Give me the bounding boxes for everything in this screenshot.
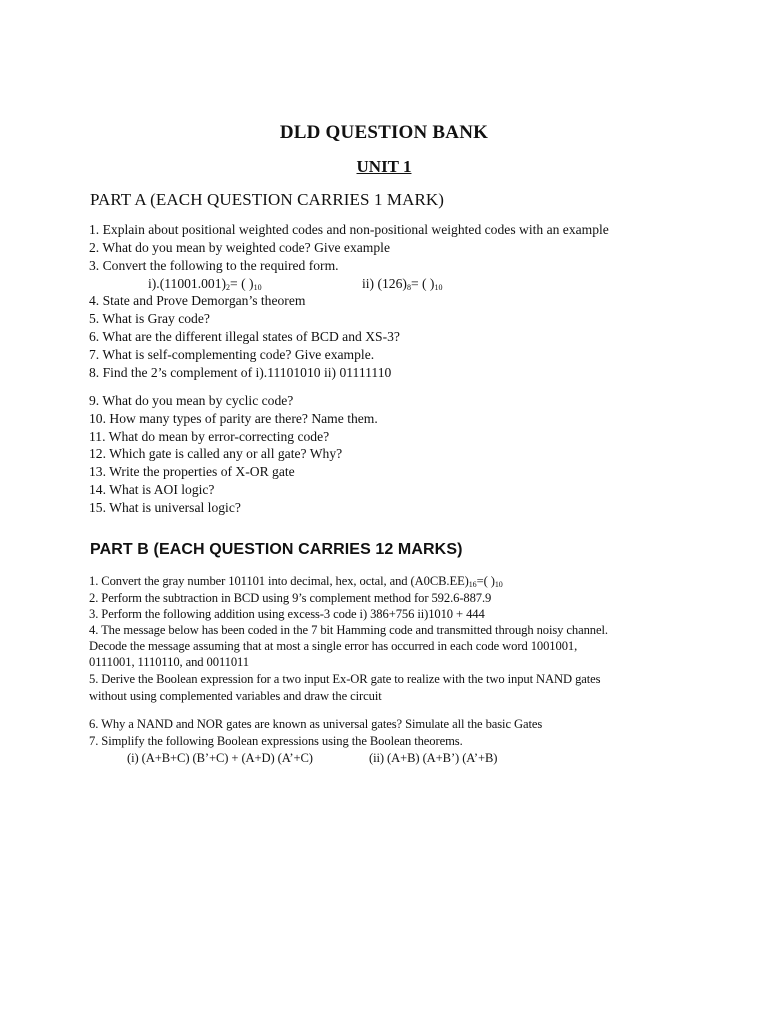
part-b-question-5-line-2: without using complemented variables and draw the circuit	[89, 689, 382, 703]
part-a-question-15: 15. What is universal logic?	[89, 500, 241, 515]
part-a-question-5: 5. What is Gray code?	[89, 311, 210, 326]
part-b-question-4-line-3: 0111001, 1110110, and 0011011	[89, 655, 249, 669]
part-b-question-3: 3. Perform the following addition using excess-3 code i) 386+756 ii)1010 + 444	[89, 607, 485, 621]
part-b-question-4-line-1: 4. The message below has been coded in the 7 bit Hamming code and transmitted through noisy channel.	[89, 623, 608, 637]
pb-q1-prefix: 1. Convert the gray number 101101 into decimal, hex, octal, and (A0CB.EE)	[89, 574, 469, 588]
part-a-question-8: 8. Find the 2’s complement of i).11101010 ii) 01111110	[89, 365, 392, 380]
q3-ii-base-to: 10	[434, 283, 443, 292]
unit-heading: UNIT 1	[356, 157, 412, 176]
part-a-question-13: 13. Write the properties of X-OR gate	[89, 464, 295, 479]
pb-q1-base-to: 10	[494, 580, 503, 589]
pb-q1-base-from: 16	[468, 580, 477, 589]
q3-i-base-to: 10	[253, 283, 262, 292]
q3-ii-mid: = ( )	[410, 276, 435, 291]
part-b-question-2: 2. Perform the subtraction in BCD using 9’s complement method for 592.6-887.9	[89, 591, 492, 605]
part-a-question-4: 4. State and Prove Demorgan’s theorem	[89, 293, 306, 308]
part-a-question-10: 10. How many types of parity are there? Name them.	[89, 411, 378, 426]
q3-i-base-from: 2	[226, 283, 231, 292]
q3-ii-prefix: ii) (126)	[362, 276, 407, 291]
part-a-question-3-ii	[362, 275, 442, 296]
pb-q1-mid: =( )	[476, 574, 495, 588]
part-a-question-3: 3. Convert the following to the required form.	[89, 258, 339, 273]
part-b-question-7: 7. Simplify the following Boolean expressions using the Boolean theorems.	[89, 734, 463, 748]
part-b-heading: PART B (EACH QUESTION CARRIES 12 MARKS)	[90, 541, 463, 558]
part-a-question-1: 1. Explain about positional weighted codes and non-positional weighted codes with an example	[89, 222, 609, 237]
part-a-question-6: 6. What are the different illegal states of BCD and XS-3?	[89, 329, 400, 344]
q3-i-prefix: i).(11001.001)	[148, 276, 227, 291]
part-b-question-7-i: (i) (A+B+C) (B’+C) + (A+D) (A’+C)	[127, 751, 313, 765]
q3-ii-base-from: 8	[406, 283, 411, 292]
part-b-question-4-line-2: Decode the message assuming that at most a single error has occurred in each code word 1001001,	[89, 639, 578, 653]
part-a-question-9: 9. What do you mean by cyclic code?	[89, 393, 294, 408]
part-a-question-11: 11. What do mean by error-correcting code?	[89, 429, 330, 444]
part-b-question-7-ii: (ii) (A+B) (A+B’) (A’+B)	[369, 751, 498, 765]
part-a-question-12: 12. Which gate is called any or all gate? Why?	[89, 446, 343, 461]
part-a-question-7: 7. What is self-complementing code? Give example.	[89, 347, 375, 362]
part-a-question-14: 14. What is AOI logic?	[89, 482, 215, 497]
part-b-question-5-line-1: 5. Derive the Boolean expression for a two input Ex-OR gate to realize with the two input NAND gates	[89, 672, 601, 686]
part-a-question-2: 2. What do you mean by weighted code? Give example	[89, 240, 390, 255]
part-b-question-6: 6. Why a NAND and NOR gates are known as universal gates? Simulate all the basic Gates	[89, 717, 543, 731]
part-a-heading: PART A (EACH QUESTION CARRIES 1 MARK)	[90, 190, 445, 209]
q3-i-mid: = ( )	[230, 276, 254, 291]
page-title: DLD QUESTION BANK	[279, 122, 489, 143]
